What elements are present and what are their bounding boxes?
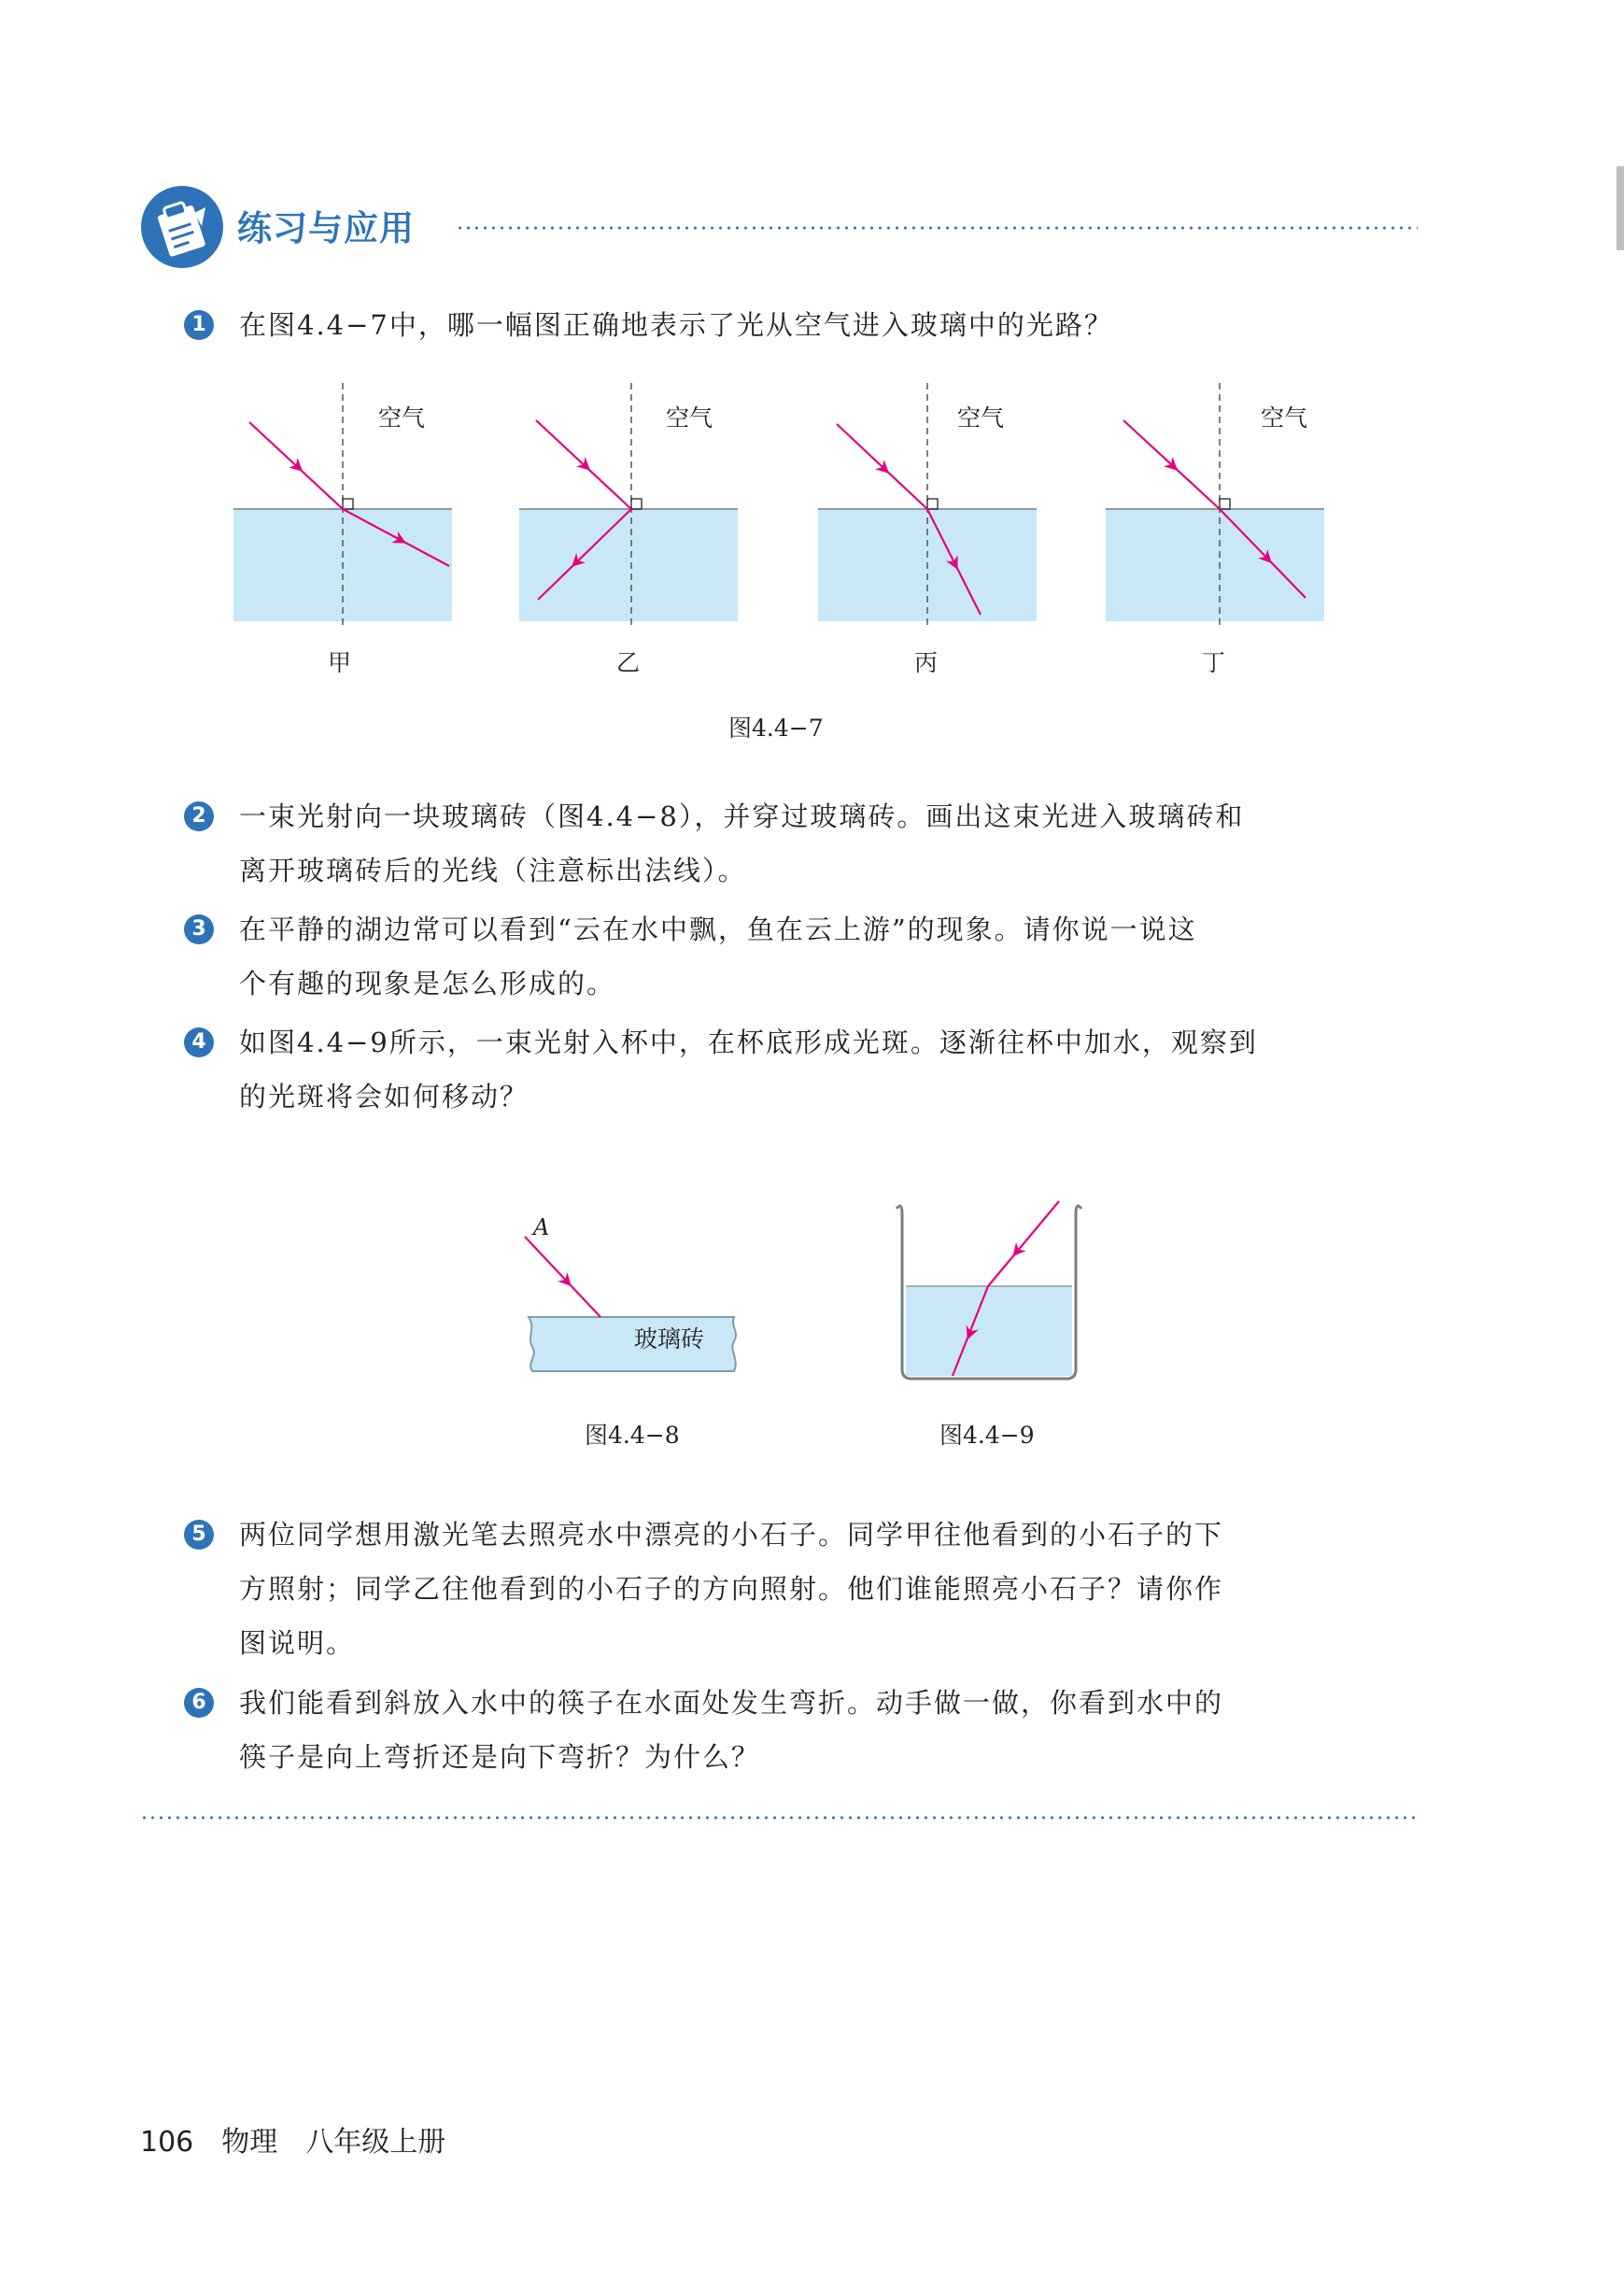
question-line: 两位同学想用激光笔去照亮水中漂亮的小石子。同学甲往他看到的小石子的下: [239, 1519, 1224, 1551]
ray-label-a: A: [533, 1214, 550, 1240]
subject-name: 物理: [221, 2126, 278, 2159]
question-line: 在平静的湖边常可以看到“云在水中飘，鱼在云上游”的现象。请你说一说这: [239, 914, 1197, 945]
question-4: [187, 1015, 1419, 1124]
question-line: 一束光射向一块玻璃砖（图4.4−8），并穿过玻璃砖。画出这束光进入玻璃砖和: [239, 800, 1245, 832]
section-title: 练习与应用: [237, 208, 415, 248]
question-line: 我们能看到斜放入水中的筷子在水面处发生弯折。动手做一做，你看到水中的: [239, 1687, 1224, 1719]
question-line: 方照射；同学乙往他看到的小石子的方向照射。他们谁能照亮小石子？请你作: [239, 1573, 1224, 1605]
question-1: [187, 298, 1419, 352]
incident-ray: [249, 422, 343, 509]
incident-ray: [1123, 420, 1220, 509]
glass-brick-label: 玻璃砖: [634, 1325, 705, 1353]
question-6: [187, 1676, 1419, 1784]
air-label: 空气: [378, 404, 426, 432]
figure-caption: 图4.4−8: [585, 1422, 680, 1449]
air-label: 空气: [957, 404, 1005, 432]
exercise-clipboard-icon: [140, 185, 224, 269]
question-3: [187, 902, 1419, 1011]
question-number-badge: 1: [184, 310, 214, 340]
air-label: 空气: [1261, 404, 1308, 432]
question-number-badge: 6: [184, 1688, 214, 1718]
air-label: 空气: [666, 404, 713, 432]
question-line: 个有趣的现象是怎么形成的。: [239, 968, 616, 999]
page-edge-tab: [1617, 166, 1624, 250]
question-line: 在图4.4−7中，哪一幅图正确地表示了光从空气进入玻璃中的光路？: [239, 309, 1113, 341]
question-line: 筷子是向上弯折还是向下弯折？为什么？: [239, 1741, 761, 1773]
panel-label: 甲: [328, 649, 352, 676]
right-angle-mark: [343, 499, 353, 509]
figure-caption: 图4.4−9: [939, 1422, 1035, 1449]
question-number-badge: 5: [184, 1520, 214, 1550]
figure-4-4-8: [519, 1211, 747, 1403]
question-line: 图说明。: [239, 1627, 356, 1659]
right-angle-mark: [631, 499, 642, 509]
page-footer: [140, 2118, 445, 2160]
figure-4-4-9: [887, 1196, 1093, 1392]
incident-ray: [525, 1237, 600, 1317]
figure-caption: 图4.4−7: [728, 715, 824, 742]
right-angle-mark: [1220, 499, 1230, 509]
right-angle-mark: [927, 499, 938, 509]
page-number: 106: [140, 2126, 194, 2159]
panel-label: 丙: [914, 649, 939, 676]
incident-ray: [536, 420, 631, 509]
question-number-badge: 4: [184, 1027, 214, 1057]
water: [906, 1286, 1072, 1376]
glass-block: [519, 509, 738, 621]
question-number-badge: 2: [184, 801, 214, 831]
incident-ray: [837, 424, 927, 509]
question-number-badge: 3: [184, 914, 214, 944]
question-line: 离开玻璃砖后的光线（注意标出法线）。: [239, 855, 747, 886]
panel-label: 乙: [616, 649, 641, 676]
question-line: 如图4.4−9所示，一束光射入杯中，在杯底形成光斑。逐渐往杯中加水，观察到: [239, 1027, 1258, 1058]
footer-dotted-rule: [140, 1816, 1418, 1820]
panel-label: 丁: [1202, 649, 1226, 676]
header-dotted-rule: [456, 226, 1418, 230]
question-5: [187, 1508, 1419, 1670]
question-2: [187, 789, 1419, 898]
grade-volume: 八年级上册: [305, 2126, 446, 2159]
glass-block: [1106, 509, 1324, 621]
incident-ray: [988, 1201, 1059, 1286]
question-line: 的光斑将会如何移动？: [239, 1081, 530, 1112]
glass-brick: [529, 1317, 736, 1371]
